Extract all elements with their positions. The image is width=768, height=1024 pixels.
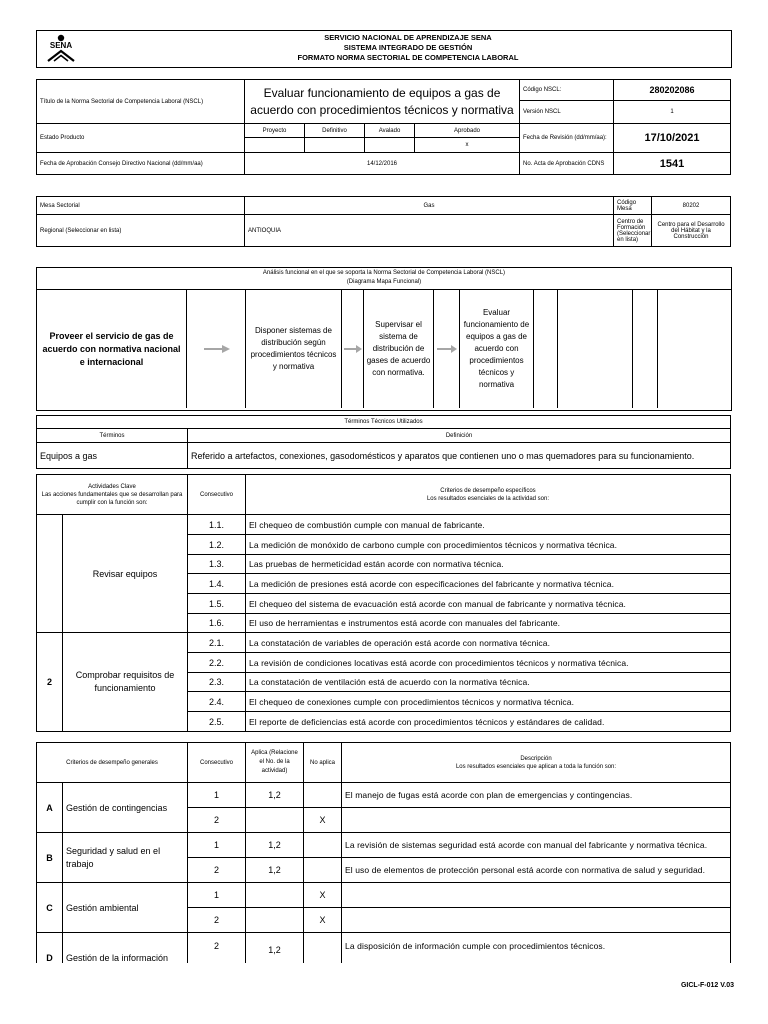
map-box-4-text: Evaluar funcionamiento de equipos a gas de acuerdo con procedimientos técnicos y normativa bbox=[463, 308, 530, 389]
criterion-consecutive: 2.3. bbox=[188, 673, 246, 692]
general-consecutive: 1 bbox=[188, 883, 246, 908]
mesa-code-label: Código Mesa bbox=[614, 197, 652, 215]
general-no-aplica bbox=[304, 833, 342, 858]
aprob-label: Fecha de Aprobación Consejo Directivo Nacional (dd/mm/aa) bbox=[37, 153, 245, 175]
general-no-aplica: X bbox=[304, 908, 342, 933]
general-description: El manejo de fugas está acorde con plan de emergencias y contingencias. bbox=[342, 783, 731, 808]
criterion-text: La constatación de variables de operación está acorde con normativa técnica. bbox=[246, 633, 731, 653]
map-box-1 bbox=[37, 290, 187, 408]
code-value: 280202086 bbox=[614, 80, 731, 101]
general-criteria-table bbox=[36, 742, 731, 963]
general-consecutive: 1 bbox=[188, 833, 246, 858]
general-description: La disposición de información cumple con procedimientos técnicos. bbox=[342, 933, 731, 963]
estado-col-definitivo: Definitivo bbox=[305, 124, 365, 138]
estado-col-avalado: Avalado bbox=[365, 124, 415, 138]
gen-col2: Consecutivo bbox=[188, 743, 246, 783]
centro-value: Centro para el Desarrollo del Hábitat y la Construcción bbox=[652, 215, 731, 247]
term-definition: Referido a artefactos, conexiones, gasodomésticos y aparatos que contienen uno o mas quemadores para su funcionamiento. bbox=[188, 443, 731, 469]
map-box-3 bbox=[364, 290, 434, 408]
map-box-1-text: Proveer el servicio de gas de acuerdo con normativa nacional e internacional bbox=[42, 330, 181, 367]
general-no-aplica bbox=[304, 858, 342, 883]
centro-label: Centro de Formación (Seleccionar en lista) bbox=[614, 215, 652, 247]
general-no-aplica bbox=[304, 933, 342, 963]
activity-name: Revisar equipos bbox=[63, 515, 188, 633]
criterion-consecutive: 1.5. bbox=[188, 594, 246, 614]
version-value: 1 bbox=[614, 101, 731, 124]
general-letter: B bbox=[37, 833, 63, 883]
regional-label: Regional (Seleccionar en lista) bbox=[37, 215, 245, 247]
revision-label: Fecha de Revisión (dd/mm/aa): bbox=[520, 124, 614, 153]
general-description bbox=[342, 908, 731, 933]
gen-col5-sub: Los resultados esenciales que aplican a toda la función son: bbox=[455, 763, 617, 770]
map-box-2-text: Disponer sistemas de distribución según procedimientos técnicos y normativa bbox=[250, 326, 337, 371]
criterion-consecutive: 2.4. bbox=[188, 692, 246, 712]
criterion-text: El chequeo del sistema de evacuación está acorde con manual de fabricante y normativa técnica. bbox=[246, 594, 731, 614]
general-aplica bbox=[246, 908, 304, 933]
sena-logo-icon bbox=[37, 31, 85, 67]
version-label: Versión NSCL bbox=[520, 101, 614, 124]
terms-title: Términos Técnicos Utilizados bbox=[37, 416, 731, 429]
arrow-right-icon bbox=[204, 345, 230, 353]
terms-col-def: Definición bbox=[188, 429, 731, 443]
arrow-right-icon bbox=[344, 345, 362, 353]
act-col1-sub: Las acciones fundamentales que se desarrollan para cumplir con la función son: bbox=[41, 491, 183, 506]
gen-col1: Criterios de desempeño generales bbox=[37, 743, 188, 783]
general-no-aplica bbox=[304, 783, 342, 808]
criterion-text: El uso de herramientas e instrumentos está acorde con manuales del fabricante. bbox=[246, 614, 731, 633]
estado-col-aprobado: Aprobado bbox=[415, 124, 520, 138]
sena-logo bbox=[37, 31, 85, 67]
general-aplica: 1,2 bbox=[246, 933, 304, 963]
revision-value: 17/10/2021 bbox=[614, 124, 731, 153]
general-consecutive: 2 bbox=[188, 808, 246, 833]
criterion-consecutive: 1.4. bbox=[188, 574, 246, 594]
act-col3-title: Criterios de desempeño específicos bbox=[440, 487, 536, 494]
functional-map bbox=[36, 267, 732, 411]
estado-mark: x bbox=[415, 138, 520, 153]
activity-name: Comprobar requisitos de funcionamiento bbox=[63, 633, 188, 732]
general-name: Seguridad y salud en el trabajo bbox=[63, 833, 188, 883]
activity-number: 2 bbox=[37, 633, 63, 732]
criterion-text: La medición de monóxido de carbono cumple con procedimientos técnicos y normativa técnica. bbox=[246, 535, 731, 555]
general-name: Gestión ambiental bbox=[63, 883, 188, 933]
criterion-consecutive: 1.6. bbox=[188, 614, 246, 633]
general-aplica: 1,2 bbox=[246, 783, 304, 808]
header-org: SERVICIO NACIONAL DE APRENDIZAJE SENA bbox=[324, 33, 492, 42]
criterion-text: La revisión de condiciones locativas está acorde con procedimientos técnicos y normativa técnica. bbox=[246, 653, 731, 673]
terms-col-term: Términos bbox=[37, 429, 188, 443]
general-aplica bbox=[246, 808, 304, 833]
document-header bbox=[36, 30, 732, 68]
act-col1-title: Actividades Clave bbox=[88, 483, 136, 490]
map-box-4 bbox=[460, 290, 534, 408]
sena-logo-text: SENA bbox=[49, 41, 73, 50]
general-no-aplica: X bbox=[304, 808, 342, 833]
act-col2: Consecutivo bbox=[188, 475, 246, 515]
general-consecutive: 1 bbox=[188, 783, 246, 808]
general-no-aplica: X bbox=[304, 883, 342, 908]
info-table bbox=[36, 79, 731, 175]
act-col3-sub: Los resultados esenciales de la actividad son: bbox=[426, 495, 550, 502]
header-format: FORMATO NORMA SECTORIAL DE COMPETENCIA LABORAL bbox=[297, 53, 519, 62]
criterion-consecutive: 1.3. bbox=[188, 555, 246, 574]
map-box-2 bbox=[246, 290, 342, 408]
footer-code: GICL-F-012 V.03 bbox=[680, 982, 734, 989]
general-aplica: 1,2 bbox=[246, 858, 304, 883]
general-letter: A bbox=[37, 783, 63, 833]
analysis-title: Análisis funcional en el que se soporta la Norma Sectorial de Competencia Laboral (NSCL) bbox=[262, 270, 506, 276]
criterion-text: El chequeo de combustión cumple con manual de fabricante. bbox=[246, 515, 731, 535]
header-system: SISTEMA INTEGRADO DE GESTIÓN bbox=[343, 43, 473, 52]
gen-col3: Aplica (Relacione el No. de la actividad) bbox=[246, 743, 304, 783]
gen-col5-title: Descripción bbox=[520, 755, 552, 762]
map-box-3-text: Supervisar el sistema de distribución de gases de acuerdo con normativa. bbox=[366, 320, 431, 377]
title-label: Título de la Norma Sectorial de Competencia Laboral (NSCL) bbox=[37, 80, 245, 124]
general-consecutive: 2 bbox=[188, 908, 246, 933]
general-aplica bbox=[246, 883, 304, 908]
general-consecutive: 2 bbox=[188, 933, 246, 963]
mesa-label: Mesa Sectorial bbox=[37, 197, 245, 215]
criterion-consecutive: 2.5. bbox=[188, 712, 246, 732]
norm-title: Evaluar funcionamiento de equipos a gas de acuerdo con procedimientos técnicos y normativa bbox=[245, 80, 520, 124]
mesa-table bbox=[36, 196, 731, 247]
activities-table bbox=[36, 474, 731, 732]
general-consecutive: 2 bbox=[188, 858, 246, 883]
general-description: La revisión de sistemas seguridad está acorde con manual del fabricante y normativa técnica. bbox=[342, 833, 731, 858]
criterion-consecutive: 2.2. bbox=[188, 653, 246, 673]
criterion-consecutive: 1.2. bbox=[188, 535, 246, 555]
general-letter: D bbox=[37, 933, 63, 963]
general-name: Gestión de la información bbox=[63, 933, 188, 963]
mesa-value: Gas bbox=[245, 197, 614, 215]
gen-col4: No aplica bbox=[304, 743, 342, 783]
criterion-consecutive: 2.1. bbox=[188, 633, 246, 653]
arrow-right-icon bbox=[437, 345, 457, 353]
mesa-code-value: 80202 bbox=[652, 197, 731, 215]
aprob-value: 14/12/2016 bbox=[245, 153, 520, 175]
acta-label: No. Acta de Aprobación CDNS bbox=[520, 153, 614, 175]
estado-label: Estado Producto bbox=[37, 124, 245, 153]
criterion-text: La medición de presiones está acorde con especificaciones del fabricante y normativa técnica. bbox=[246, 574, 731, 594]
criterion-text: La constatación de ventilación está de acuerdo con la normativa técnica. bbox=[246, 673, 731, 692]
regional-value: ANTIOQUIA bbox=[245, 215, 614, 247]
analysis-subtitle: (Diagrama Mapa Funcional) bbox=[346, 279, 422, 285]
criterion-text: Las pruebas de hermeticidad están acorde con normativa técnica. bbox=[246, 555, 731, 574]
general-aplica: 1,2 bbox=[246, 833, 304, 858]
general-description bbox=[342, 883, 731, 908]
criterion-consecutive: 1.1. bbox=[188, 515, 246, 535]
general-description bbox=[342, 808, 731, 833]
criterion-text: El chequeo de conexiones cumple con procedimientos técnicos y normativa técnica. bbox=[246, 692, 731, 712]
general-description: El uso de elementos de protección personal está acorde con normativa de salud y seguridad. bbox=[342, 858, 731, 883]
criterion-text: El reporte de deficiencias está acorde con procedimientos técnicos y estándares de calidad. bbox=[246, 712, 731, 732]
terms-table bbox=[36, 415, 731, 469]
estado-col-proyecto: Proyecto bbox=[245, 124, 305, 138]
term-name: Equipos a gas bbox=[37, 443, 188, 469]
acta-value: 1541 bbox=[614, 153, 731, 175]
activity-number bbox=[37, 515, 63, 633]
code-label: Código NSCL: bbox=[520, 80, 614, 101]
general-letter: C bbox=[37, 883, 63, 933]
general-name: Gestión de contingencias bbox=[63, 783, 188, 833]
